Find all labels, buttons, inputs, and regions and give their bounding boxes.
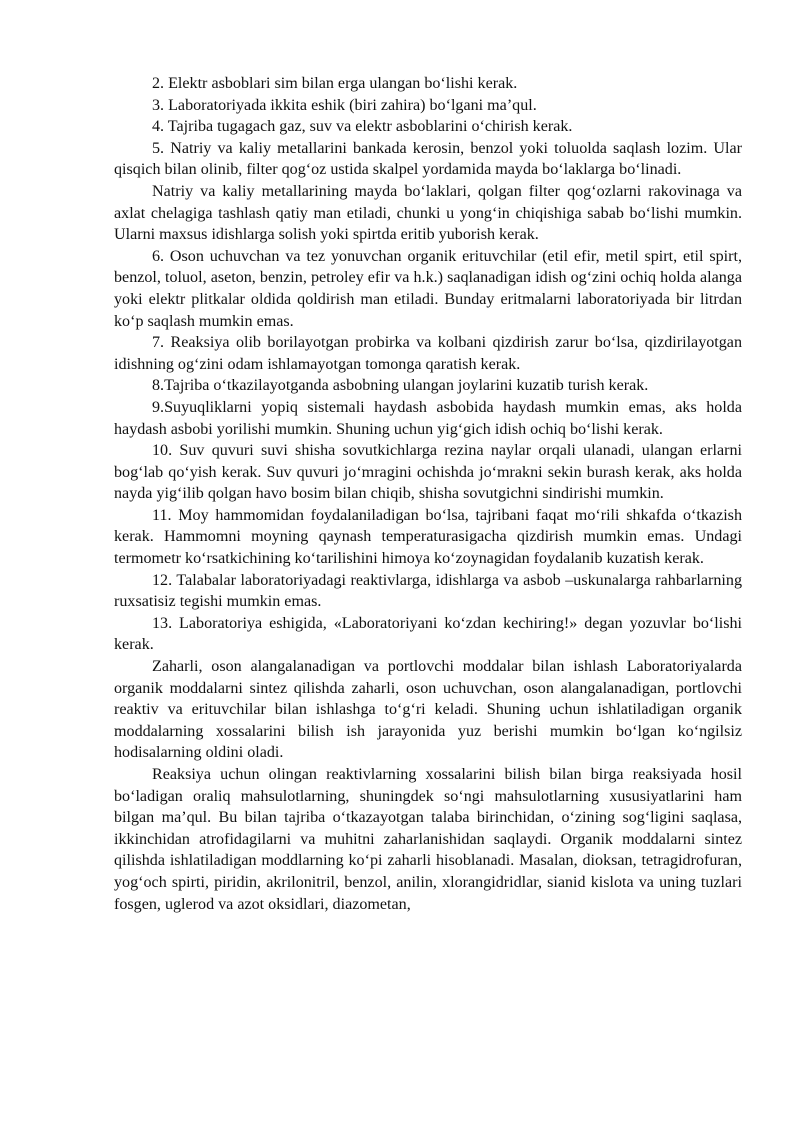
paragraph-item-6: 6. Oson uchuvchan va tez yonuvchan organik erituvchilar (etil efir, metil spirt, etil spirt, benzol, toluol, aseton, benzin, petroley efir va h.k.) saqlanadigan idish og‘zini ochiq holda alanga yoki elektr plitkalar oldida qoldirish man etiladi. Bunday eritmalarni laboratoriyada bir litrdan ko‘p saqlash mumkin emas.	[114, 247, 742, 330]
paragraph-item-12: 12. Talabalar laboratoriyadagi reaktivlarga, idishlarga va asbob –uskunalarga rahbarlarning ruxsatisiz tegishi mumkin emas.	[114, 571, 742, 611]
document-page	[114, 73, 742, 915]
paragraph-item-10: 10. Suv quvuri suvi shisha sovutkichlarga rezina naylar orqali ulanadi, ulangan erlarni bog‘lab qo‘yish kerak. Suv quvuri jo‘mragini ochishda jo‘mrakni sekin burash kerak, aks holda nayda yig‘ilib qolgan havo bosim bilan chiqib, shisha sovutgichni sindirishi mumkin.	[114, 442, 742, 503]
paragraph-item-4: 4. Tajriba tugagach gaz, suv va elektr asboblarini o‘chirish kerak.	[152, 118, 573, 136]
paragraph-reagent-properties: Reaksiya uchun olingan reaktivlarning xossalarini bilish bilan birga reaksiyada hosil bo‘ladigan oraliq mahsulotlarning, shuningdek so‘ngi mahsulotlarning xususiyatlarini ham bilgan ma’qul. Bu bilan tajriba o‘tkazayotgan talaba birinchidan, o‘zining sog‘ligini saqlasa, ikkinchidan atrofidagilarni va muhitni zaharlanishidan saqlaydi. Organik moddalarni sintez qilishda ishlatiladigan moddlarning ko‘pi zaharli hisoblanadi. Masalan, dioksan, tetragidrofuran, yog‘och spirti, piridin, akrilonitril, benzol, anilin, xlorangidridlar, sianid kislota va uning tuzlari fosgen, uglerod va azot oksidlari, diazometan,	[114, 766, 742, 913]
paragraph-item-9: 9.Suyuqliklarni yopiq sistemali haydash asbobida haydash mumkin emas, aks holda haydash asbobi yorilishi mumkin. Shuning uchun yig‘gich idish ochiq bo‘lishi kerak.	[114, 398, 742, 438]
paragraph-item-7: 7. Reaksiya olib borilayotgan probirka va kolbani qizdirish zarur bo‘lsa, qizdirilayotgan idishning og‘zini odam ishlamayotgan tomonga qaratish kerak.	[114, 334, 742, 373]
paragraph-item-3: 3. Laboratoriyada ikkita eshik (biri zahira) bo‘lgani ma’qul.	[152, 96, 537, 114]
paragraph-item-2: 2. Elektr asboblari sim bilan erga ulangan bo‘lishi kerak.	[152, 75, 518, 92]
paragraph-item-5: 5. Natriy va kaliy metallarini bankada kerosin, benzol yoki toluolda saqlash lozim. Ular qisqich bilan olinib, filter qog‘oz ustida skalpel yordamida mayda bo‘laklarga bo‘linadi.	[114, 139, 742, 179]
paragraph-sodium-potassium: Natriy va kaliy metallarining mayda bo‘laklari, qolgan filter qog‘ozlarni rakovinaga va axlat chelagiga tashlash qatiy man etiladi, chunki u yong‘in chiqishiga sabab bo‘lishi mumkin. Ularni maxsus idishlarga solish yoki spirtda eritib yuborish kerak.	[114, 182, 742, 244]
paragraph-item-11: 11. Moy hammomidan foydalaniladigan bo‘lsa, tajribani faqat mo‘rili shkafda o‘tkazish kerak. Hammomni moyning qaynash temperaturasigacha qizdirish mumkin emas. Undagi termometr ko‘rsatkichining ko‘tarilishini himoya ko‘zoynagidan foydalanib kuzatish kerak.	[114, 506, 742, 568]
paragraph-item-8: 8.Tajriba o‘tkazilayotganda asbobning ulangan joylarini kuzatib turish kerak.	[152, 377, 649, 395]
paragraph-toxic-substances: Zaharli, oson alangalanadigan va portlovchi moddalar bilan ishlash Laboratoriyalarda organik moddalarni sintez qilishda zaharli, oson uchuvchan, oson alangalanadigan, portlovchi reaktiv va erituvchilar bilan ishlashga to‘g‘ri keladi. Shuning uchun ishlatiladigan organik moddalarning xossalarini bilish ish jarayonida yuz berishi mumkin bo‘lgan ko‘ngilsiz hodisalarning oldini oladi.	[114, 658, 742, 762]
paragraph-item-13: 13. Laboratoriya eshigida, «Laboratoriyani ko‘zdan kechiring!» degan yozuvlar bo‘lishi kerak.	[114, 614, 742, 654]
